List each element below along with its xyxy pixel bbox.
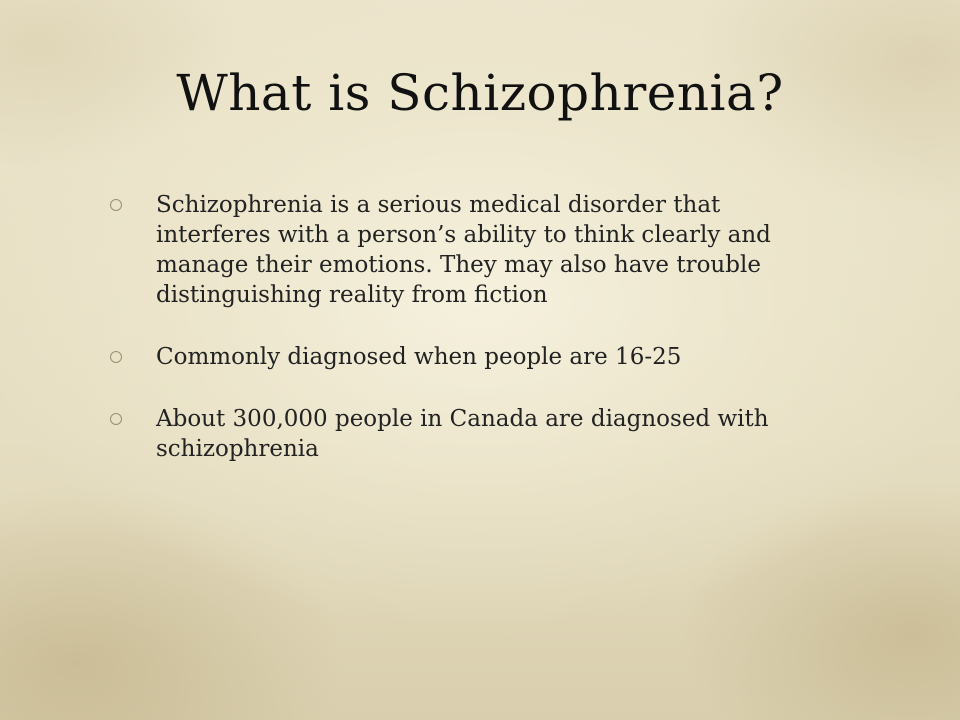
bullet-list [108,190,828,496]
bullet-item [108,190,828,310]
bullet-text: About 300,000 people in Canada are diagnosed with schizophrenia [156,406,769,462]
bullet-text: Schizophrenia is a serious medical disorder that interferes with a person’s ability to think clearly and manage their emotions. They may also have trouble distinguishing reality from fiction [156,192,771,308]
bullet-item [108,404,828,464]
bullet-item [108,342,828,372]
bullet-text: Commonly diagnosed when people are 16-25 [156,344,682,370]
circle-bullet-icon [110,351,122,363]
circle-bullet-icon [110,199,122,211]
slide-title: What is Schizophrenia? [176,64,784,122]
circle-bullet-icon [110,413,122,425]
